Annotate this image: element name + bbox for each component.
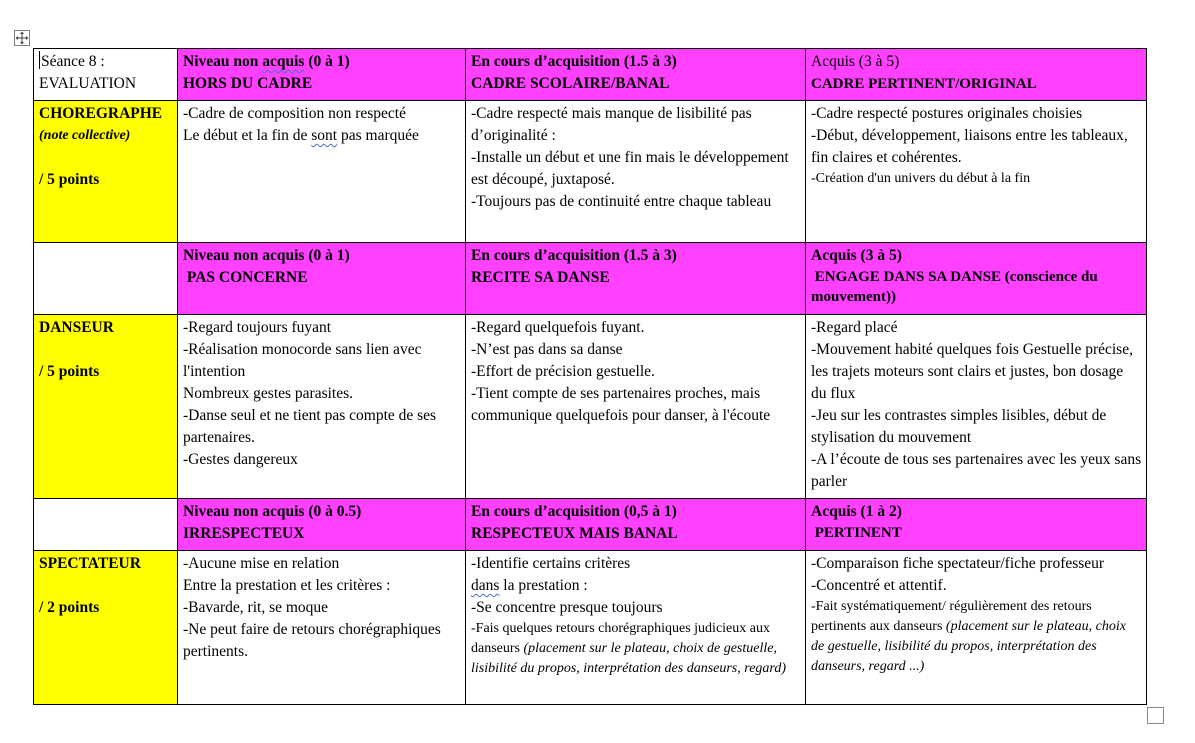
spectateur-level-3-header[interactable] xyxy=(806,499,1147,551)
danseur-level-1-header[interactable] xyxy=(178,243,466,315)
evaluation-rubric-table xyxy=(33,48,1147,705)
level-title: RESPECTEUX MAIS BANAL xyxy=(471,525,678,542)
criterion: -A l’écoute de tous ses partenaires avec les yeux sans parler xyxy=(811,451,1142,490)
level-title: ENGAGE DANS SA DANSE (conscience du mouvement)) xyxy=(811,269,1102,305)
criterion: -Fait systématiquement/ régulièrement des retours pertinents aux danseurs xyxy=(811,599,1092,634)
criterion: -Regard placé xyxy=(811,319,898,336)
spectateur-level-1-header[interactable] xyxy=(178,499,466,551)
spectateur-criteria-row xyxy=(34,551,1147,705)
spectateur-header-row xyxy=(34,499,1147,551)
level-range: Acquis (3 à 5) xyxy=(811,53,900,70)
choregraphe-level-2-header[interactable] xyxy=(466,49,806,101)
level-title: PERTINENT xyxy=(811,525,902,541)
spectateur-label-cell[interactable] xyxy=(34,551,178,705)
empty-cell xyxy=(34,499,178,551)
danseur-level-2-header[interactable] xyxy=(466,243,806,315)
level-range: En cours d’acquisition (1.5 à 3) xyxy=(471,247,677,264)
criterion: -Gestes dangereux xyxy=(183,451,298,468)
choregraphe-header-row xyxy=(34,49,1147,101)
level-title: HORS DU CADRE xyxy=(183,75,313,92)
level-title: PAS CONCERNE xyxy=(183,269,308,286)
criterion: -Bavarde, rit, se moque xyxy=(183,599,329,616)
choregraphe-criteria-1[interactable]: -Cadre de composition non respecté Le début et la fin de sont pas marquée xyxy=(178,101,466,243)
criterion: -Danse seul et ne tient pas compte de ses partenaires. xyxy=(183,407,437,446)
level-title: IRRESPECTEUX xyxy=(183,525,305,542)
criterion: -Se concentre presque toujours xyxy=(471,599,663,616)
level-range: En cours d’acquisition (0,5 à 1) xyxy=(471,503,677,520)
criterion: -Cadre respecté postures originales choisies xyxy=(811,105,1083,122)
danseur-criteria-3[interactable] xyxy=(806,315,1147,499)
criterion: -Cadre respecté mais manque de lisibilité pas d’originalité : xyxy=(471,105,752,144)
criterion: Entre la prestation et les critères : xyxy=(183,577,391,594)
choregraphe-label-cell[interactable] xyxy=(34,101,178,243)
criterion: -Réalisation monocorde sans lien avec l'intention xyxy=(183,341,422,380)
role-points: / 5 points xyxy=(39,363,100,380)
level-title: CADRE SCOLAIRE/BANAL xyxy=(471,75,670,92)
evaluation-label: EVALUATION xyxy=(39,75,137,92)
level-range: En cours d’acquisition (1.5 à 3) xyxy=(471,53,677,70)
spectateur-criteria-3[interactable] xyxy=(806,551,1147,705)
table-move-handle[interactable] xyxy=(14,30,30,46)
spectateur-level-2-header[interactable] xyxy=(466,499,806,551)
danseur-level-3-header[interactable] xyxy=(806,243,1147,315)
criterion: -Début, développement, liaisons entre les tableaux, fin claires et cohérentes. xyxy=(811,127,1128,166)
choregraphe-level-3-header[interactable] xyxy=(806,49,1147,101)
choregraphe-criteria-3[interactable] xyxy=(806,101,1147,243)
choregraphe-criteria-2[interactable] xyxy=(466,101,806,243)
level-title: CADRE PERTINENT/ORIGINAL xyxy=(811,76,1037,92)
criterion: -Concentré et attentif. xyxy=(811,577,947,594)
criterion: -Cadre de composition non respecté xyxy=(183,105,406,122)
role-label: SPECTATEUR xyxy=(39,555,141,572)
danseur-label-cell[interactable] xyxy=(34,315,178,499)
move-arrows-icon xyxy=(15,31,29,45)
danseur-criteria-1[interactable] xyxy=(178,315,466,499)
table-resize-handle[interactable] xyxy=(1147,707,1164,724)
criterion: -Fais quelques retours chorégraphiques judicieux aux danseurs xyxy=(471,621,770,656)
criterion: -Création d'un univers du début à la fin xyxy=(811,171,1031,186)
criterion-detail: (placement sur le plateau, choix de gestuelle, lisibilité du propos, interprétation des danseurs, regard ...) xyxy=(811,619,1126,674)
text-cursor xyxy=(39,51,40,69)
role-points: / 2 points xyxy=(39,599,100,616)
danseur-header-row xyxy=(34,243,1147,315)
criterion: -Jeu sur les contrastes simples lisibles, début de stylisation du mouvement xyxy=(811,407,1107,446)
criterion: Nombreux gestes parasites. xyxy=(183,385,354,402)
level-range: Niveau non acquis (0 à 1) xyxy=(183,247,350,264)
criterion: -Effort de précision gestuelle. xyxy=(471,363,655,380)
criterion-detail: (placement sur le plateau, choix de gestuelle, lisibilité du propos, interprétation des danseurs, regard) xyxy=(471,641,786,676)
criterion: -Regard quelquefois fuyant. xyxy=(471,319,645,336)
danseur-criteria-row xyxy=(34,315,1147,499)
level-range: Niveau non acquis (0 à 0.5) xyxy=(183,503,362,520)
criterion: -Regard toujours fuyant xyxy=(183,319,332,336)
spectateur-criteria-1[interactable] xyxy=(178,551,466,705)
role-label: CHOREGRAPHE xyxy=(39,105,163,122)
role-points: / 5 points xyxy=(39,171,100,188)
choregraphe-criteria-row xyxy=(34,101,1147,243)
title-cell[interactable] xyxy=(34,49,178,101)
role-label: DANSEUR xyxy=(39,319,114,336)
criterion: -Tient compte de ses partenaires proches, mais communique quelquefois pour danser, à l'écoute xyxy=(471,385,771,424)
danseur-criteria-2[interactable] xyxy=(466,315,806,499)
session-label: Séance 8 : xyxy=(41,53,105,70)
criterion: -Identifie certains critères xyxy=(471,555,631,572)
criterion: -Mouvement habité quelques fois Gestuelle précise, les trajets moteurs sont clairs et justes, bon dosage du flux xyxy=(811,341,1133,402)
level-range: Acquis (3 à 5) xyxy=(811,247,902,264)
choregraphe-level-1-header[interactable]: Niveau non acquis (0 à 1) HORS DU CADRE xyxy=(178,49,466,101)
criterion: -N’est pas dans sa danse xyxy=(471,341,623,358)
criterion: -Aucune mise en relation xyxy=(183,555,340,572)
criterion: -Ne peut faire de retours chorégraphiques pertinents. xyxy=(183,621,441,660)
criterion: -Toujours pas de continuité entre chaque tableau xyxy=(471,193,772,210)
level-range: Acquis (1 à 2) xyxy=(811,503,902,520)
empty-cell xyxy=(34,243,178,315)
criterion: -Comparaison fiche spectateur/fiche professeur xyxy=(811,555,1105,572)
criterion: -Installe un début et une fin mais le développement est découpé, juxtaposé. xyxy=(471,149,789,188)
spectateur-criteria-2[interactable]: -Identifie certains critères dans la prestation : -Se concentre presque toujours -Fais quelques retours chorégraphiques judicieux aux danseurs (placement sur le plateau, choix de gestuelle, lisibilité du propos, interprétation des danseurs, regard) xyxy=(466,551,806,705)
role-sublabel: (note collective) xyxy=(39,128,131,143)
level-title: RECITE SA DANSE xyxy=(471,269,610,286)
